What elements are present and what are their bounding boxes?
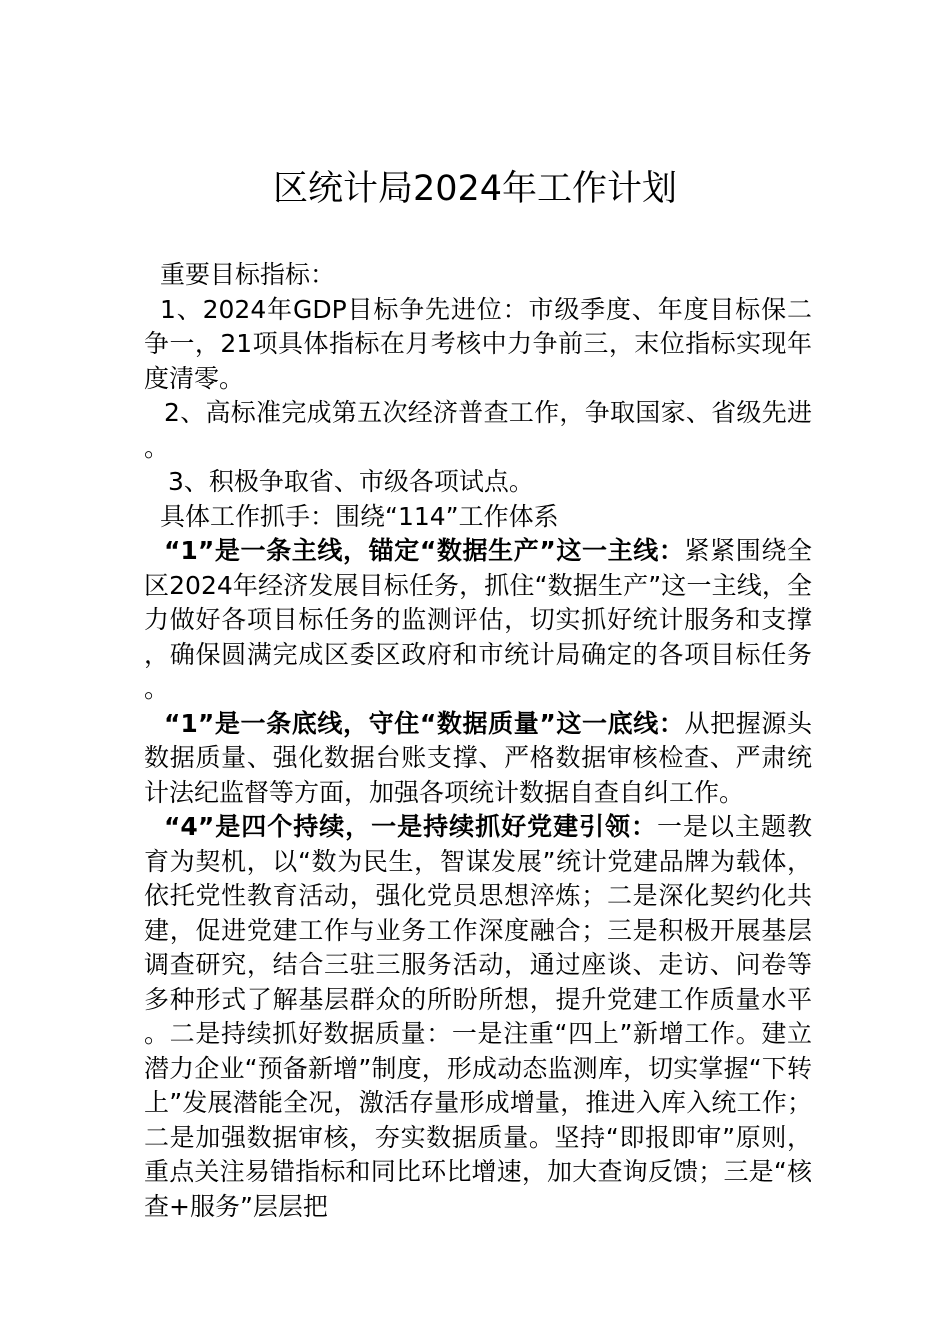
paragraph-text: 3、积极争取省、市级各项试点。 <box>168 467 534 496</box>
paragraph-text: 具体工作抓手：围绕“114”工作体系 <box>160 501 559 531</box>
paragraph-lead: “1”是一条底线，守住“数据质量”这一底线： <box>164 708 685 738</box>
paragraph-lead: “1”是一条主线，锚定“数据生产”这一主线： <box>164 536 685 565</box>
mainline-paragraph <box>144 534 812 707</box>
document-body <box>144 258 812 1224</box>
system-heading <box>144 500 812 535</box>
paragraph-lead: “4”是四个持续，一是持续抓好党建引领： <box>164 812 658 841</box>
bottomline-paragraph <box>144 707 812 811</box>
target-item-2 <box>144 396 812 465</box>
four-continues-paragraph <box>144 810 812 1224</box>
paragraph-text: 重要目标指标： <box>160 260 336 289</box>
document-title: 区统计局2024年工作计划 <box>272 169 678 209</box>
target-item-1 <box>144 293 812 397</box>
target-item-3 <box>144 465 812 500</box>
paragraph-text: 2、高标准完成第五次经济普查工作，争取国家、省级先进。 <box>144 398 812 462</box>
paragraph-text: 从把握源头数据质量、强化数据台账支撑、严格数据审核检查、严肃统计法纪监督等方面，加强各项统计数据自查自纠工作。 <box>144 708 812 807</box>
targets-heading <box>144 258 812 293</box>
paragraph-text: 1、2024年GDP目标争先进位：市级季度、年度目标保二争一，21项具体指标在月考核中力争前三，末位指标实现年度清零。 <box>144 294 812 393</box>
paragraph-text: 紧紧围绕全区2024年经济发展目标任务，抓住“数据生产”这一主线，全力做好各项目标任务的监测评估，切实抓好统计服务和支撑，确保圆满完成区委区政府和市统计局确定的各项目标任务。 <box>144 536 812 703</box>
paragraph-text: 一是以主题教育为契机，以“数为民生，智谋发展”统计党建品牌为载体，依托党性教育活动，强化党员思想淬炼；二是深化契约化共建，促进党建工作与业务工作深度融合；三是积极开展基层调查研究，结合三驻三服务活动，通过座谈、走访、问卷等多种形式了解基层群众的所盼所想，提升党建工作质量水平。二是持续抓好数据质量：一是注重“四上”新增工作。建立潜力企业“预备新增”制度，形成动态监测库，切实掌握“下转上”发展潜能全况，激活存量形成增量，推进入库入统工作；二是加强数据审核，夯实数据质量。坚持“即报即审”原则，重点关注易错指标和同比环比增速，加大查询反馈；三是“核查+服务”层层把 <box>144 812 812 1221</box>
